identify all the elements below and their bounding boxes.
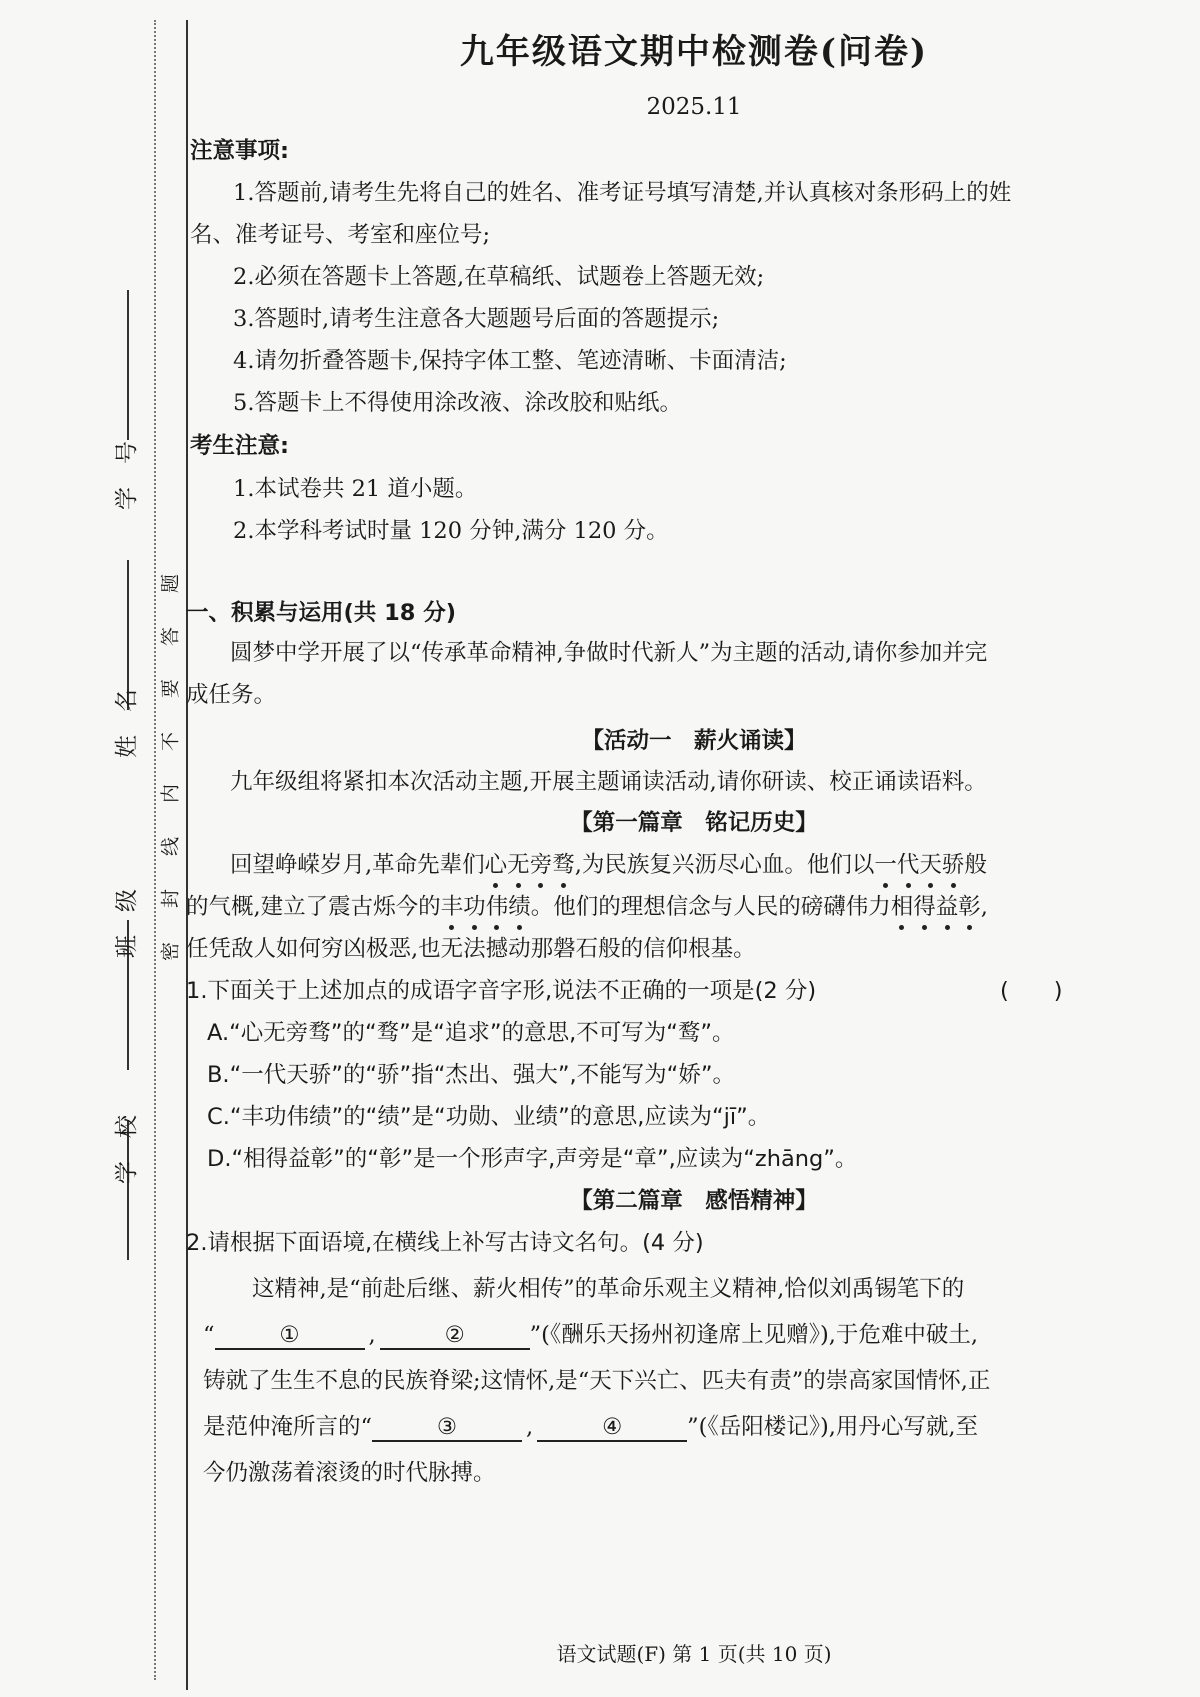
q1-option-d: D.“相得益彰”的“彰”是一个形声字,声旁是“章”,应读为“zhāng”。 [207, 1146, 858, 1172]
candidate-note-1: 1.本试卷共 21 道小题。 [233, 476, 478, 502]
q1-option-c: C.“丰功伟绩”的“绩”是“功勋、业绩”的意思,应读为“jī”。 [207, 1104, 771, 1130]
section1-heading [186, 600, 1106, 627]
activity1-title: 【活动一 薪火诵读】 [581, 728, 807, 754]
q2-line-4-after: ”(《岳阳楼记》),用丹心写就,至 [687, 1414, 979, 1440]
page-footer: 语文试题(F) 第 1 页(共 10 页) [556, 1642, 832, 1666]
seal-char: 内 [159, 784, 182, 804]
margin-solid-line [186, 20, 188, 1690]
section1-intro-1: 圆梦中学开展了以“传承革命精神,争做时代新人”为主题的活动,请你参加并完 [230, 640, 988, 666]
seal-char: 不 [159, 731, 182, 751]
q2-stem: 2.请根据下面语境,在横线上补写古诗文名句。(4 分) [186, 1230, 704, 1256]
student-id-line [127, 290, 129, 440]
q2-line-2 [203, 1322, 1123, 1350]
passage-line-1 [230, 852, 1150, 879]
candidate-heading: 考生注意: [190, 433, 289, 459]
q2-line-4-text: 是范仲淹所言的“ [203, 1414, 373, 1440]
dotted-char: 骛 [552, 852, 575, 878]
q2-line-1: 这精神,是“前赴后继、薪火相传”的革命乐观主义精神,恰似刘禹锡笔下的 [252, 1276, 965, 1302]
dotted-char: 代 [896, 852, 920, 878]
idiom-4 [891, 894, 981, 920]
idiom-2 [874, 852, 964, 878]
chapter2-title: 【第二篇章 感悟精神】 [570, 1188, 818, 1214]
section1-intro-2: 成任务。 [186, 682, 277, 708]
notice-5: 5.答题卡上不得使用涂改液、涂改胶和贴纸。 [233, 390, 682, 416]
seal-char: 封 [159, 889, 182, 909]
answer-blank-2[interactable]: ② [380, 1323, 530, 1350]
q2-line-5: 今仍激荡着滚烫的时代脉搏。 [203, 1460, 496, 1486]
answer-blank-1[interactable]: ① [215, 1323, 365, 1350]
notice-2: 2.必须在答题卡上答题,在草稿纸、试题卷上答题无效; [233, 264, 765, 290]
section1-heading-text: 一、积累与运用(共 18 分) [186, 600, 457, 626]
class-label: 班 级 [114, 889, 140, 958]
dotted-char: 得 [913, 894, 936, 920]
dotted-char: 彰 [958, 894, 981, 920]
idiom-1 [485, 852, 575, 878]
seal-char: 题 [159, 574, 182, 594]
seal-char: 答 [159, 626, 182, 646]
passage-text: 。他们的理想信念与人民的磅礴伟力 [530, 894, 891, 920]
page-title: 九年级语文期中检测卷(问卷) [459, 32, 929, 72]
name-label: 姓 名 [114, 689, 140, 758]
activity1-desc: 九年级组将紧扣本次活动主题,开展主题诵读活动,请你研读、校正诵读语料。 [230, 769, 987, 795]
dotted-char: 无 [507, 852, 530, 878]
candidate-note-2: 2.本学科考试时量 120 分钟,满分 120 分。 [233, 518, 669, 544]
idiom-3 [441, 894, 531, 920]
passage-text: 般 [964, 852, 987, 878]
name-line [127, 560, 129, 710]
passage-line-3: 任凭敌人如何穷凶极恶,也无法撼动那磐石般的信仰根基。 [186, 936, 756, 962]
q1-stem: 1.下面关于上述加点的成语字音字形,说法不正确的一项是(2 分) [186, 978, 817, 1004]
q1-answer-bracket: ( ) [1000, 978, 1063, 1004]
dotted-char: 旁 [529, 852, 553, 878]
dotted-char: 绩 [508, 894, 531, 920]
passage-text: 的气概,建立了震古烁今的 [186, 894, 441, 920]
passage-text: ,为民族复兴沥尽心血。他们以 [574, 852, 875, 878]
student-id-label: 学 号 [114, 441, 140, 510]
q1-option-a: A.“心无旁骛”的“骛”是“追求”的意思,不可写为“鹜”。 [207, 1020, 735, 1046]
seal-line-text [156, 560, 182, 980]
chapter1-title: 【第一篇章 铭记历史】 [570, 810, 818, 836]
comma: , [526, 1414, 534, 1440]
notice-4: 4.请勿折叠答题卡,保持字体工整、笔迹清晰、卡面清洁; [233, 348, 787, 374]
q2-line-4 [203, 1414, 1123, 1442]
dotted-char: 伟 [485, 894, 509, 920]
exam-date: 2025.11 [646, 94, 742, 120]
dotted-char: 相 [890, 894, 914, 920]
school-label: 学 校 [114, 1115, 140, 1184]
passage-text: 回望峥嵘岁月,革命先辈们 [230, 852, 485, 878]
answer-blank-3[interactable]: ③ [372, 1415, 522, 1442]
seal-char: 线 [159, 836, 182, 856]
passage-text: , [980, 894, 988, 920]
dotted-char: 心 [484, 852, 508, 878]
seal-char: 要 [159, 679, 182, 699]
q1-option-b: B.“一代天骄”的“骄”指“杰出、强大”,不能写为“娇”。 [207, 1062, 735, 1088]
passage-line-2 [186, 894, 1106, 921]
notice-1-cont: 名、准考证号、考室和座位号; [190, 222, 491, 248]
answer-blank-4[interactable]: ④ [537, 1415, 687, 1442]
notice-3: 3.答题时,请考生注意各大题题号后面的答题提示; [233, 306, 720, 332]
seal-char: 密 [159, 941, 182, 961]
notice-heading: 注意事项: [190, 138, 289, 164]
dotted-char: 益 [935, 894, 959, 920]
dotted-char: 一 [874, 852, 897, 878]
dotted-char: 丰 [440, 894, 464, 920]
dotted-char: 骄 [941, 852, 965, 878]
dotted-char: 功 [463, 894, 486, 920]
q2-line-2-text: ”(《酬乐天扬州初逢席上见赠》),于危难中破土, [529, 1322, 979, 1348]
comma: , [368, 1322, 376, 1348]
notice-1: 1.答题前,请考生先将自己的姓名、准考证号填写清楚,并认真核对条形码上的姓 [233, 180, 1012, 206]
q2-line-3: 铸就了生生不息的民族脊梁;这情怀,是“天下兴亡、匹夫有责”的崇高家国情怀,正 [203, 1368, 991, 1394]
dotted-char: 天 [919, 852, 942, 878]
open-quote: “ [203, 1322, 215, 1348]
